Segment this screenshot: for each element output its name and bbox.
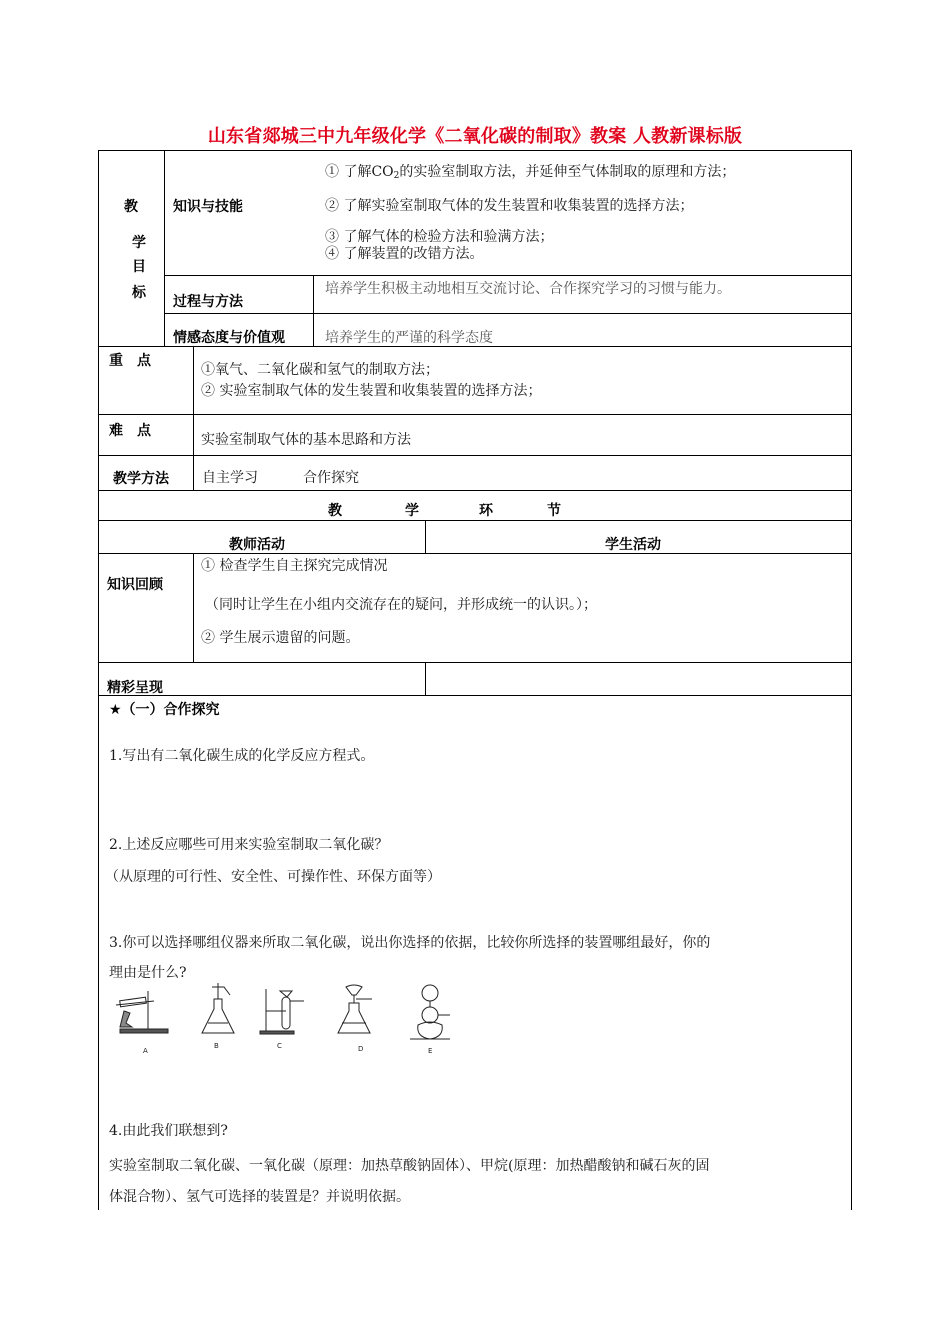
objectives-label-char: 目 [132, 259, 146, 275]
key-points-label: 重 点 [109, 353, 151, 369]
objectives-label-char: 标 [132, 285, 146, 301]
knowledge-item-2: ② 了解实验室制取气体的发生装置和收集装置的选择方法； [325, 198, 694, 214]
stages-header-char: 节 [547, 503, 561, 519]
apparatus-diagram [110, 983, 470, 1061]
explore-heading: ★（一）合作探究 [109, 702, 220, 718]
apparatus-d-icon [338, 985, 372, 1033]
question-4: 4.由此我们联想到? [109, 1123, 228, 1139]
apparatus-c-icon [260, 989, 304, 1034]
key-point-item: ② 实验室制取气体的发生装置和收集装置的选择方法； [201, 383, 542, 399]
review-item: ① 检查学生自主探究完成情况 [201, 558, 388, 574]
question-2: 2.上述反应哪些可用来实验室制取二氧化碳？ [109, 837, 389, 853]
knowledge-item-4: ④ 了解装置的改错方法。 [325, 246, 484, 262]
apparatus-label: C [277, 1042, 282, 1050]
review-item: （同时让学生在小组内交流存在的疑问，并形成统一的认识。）； [205, 597, 597, 613]
question-4-line-2: 体混合物）、氢气可选择的装置是？并说明依据。 [109, 1189, 410, 1205]
apparatus-label: D [358, 1045, 364, 1053]
question-4-line-1: 实验室制取二氧化碳、一氧化碳（原理：加热草酸钠固体）、甲烷(原理：加热醋酸钠和碱石灰的固 [109, 1158, 710, 1174]
knowledge-item-1: ① 了解$CO_2$的实验室制取方法，并延伸至气体制取的原理和方法； [325, 164, 736, 181]
stages-header-char: 学 [405, 503, 419, 519]
apparatus-label: A [143, 1047, 148, 1055]
difficulty-text: 实验室制取气体的基本思路和方法 [201, 432, 411, 448]
emotion-text: 培养学生的严谨的科学态度 [325, 330, 493, 346]
process-label: 过程与方法 [173, 294, 243, 310]
presentation-label: 精彩呈现 [107, 680, 163, 696]
apparatus-a-icon [116, 991, 168, 1033]
stages-header-char: 教 [328, 503, 342, 519]
review-item: ② 学生展示遗留的问题。 [201, 630, 360, 646]
apparatus-label: E [428, 1047, 433, 1055]
knowledge-item-3: ③ 了解气体的检验方法和验满方法； [325, 229, 554, 245]
page-title: 山东省郯城三中九年级化学《二氧化碳的制取》教案 人教新课标版 [207, 126, 743, 147]
difficulty-label: 难 点 [109, 423, 151, 439]
apparatus-label: B [214, 1042, 219, 1050]
review-label: 知识回顾 [107, 577, 163, 593]
objectives-label-char: 学 [132, 235, 146, 251]
question-1: 1.写出有二氧化碳生成的化学反应方程式。 [109, 748, 375, 764]
key-point-item: ①氧气、二氧化碳和氢气的制取方法； [201, 362, 439, 378]
objectives-label-char: 教 [124, 199, 138, 215]
knowledge-label: 知识与技能 [173, 199, 243, 215]
method-item: 自主学习 [202, 470, 258, 486]
question-2-note: （从原理的可行性、安全性、可操作性、环保方面等） [105, 869, 441, 885]
teacher-activity-header: 教师活动 [229, 537, 285, 553]
stages-header-char: 环 [479, 503, 493, 519]
emotion-label: 情感态度与价值观 [173, 330, 285, 346]
apparatus-e-icon [410, 985, 450, 1039]
method-item: 合作探究 [303, 470, 359, 486]
apparatus-b-icon [202, 983, 234, 1033]
process-text: 培养学生积极主动地相互交流讨论、合作探究学习的习惯与能力。 [325, 281, 731, 297]
student-activity-header: 学生活动 [605, 537, 661, 553]
question-3-line-2: 理由是什么? [109, 965, 187, 981]
methods-label: 教学方法 [113, 471, 169, 487]
question-3-line-1: 3.你可以选择哪组仪器来所取二氧化碳，说出你选择的依据，比较你所选择的装置哪组最好，你的 [109, 935, 711, 951]
